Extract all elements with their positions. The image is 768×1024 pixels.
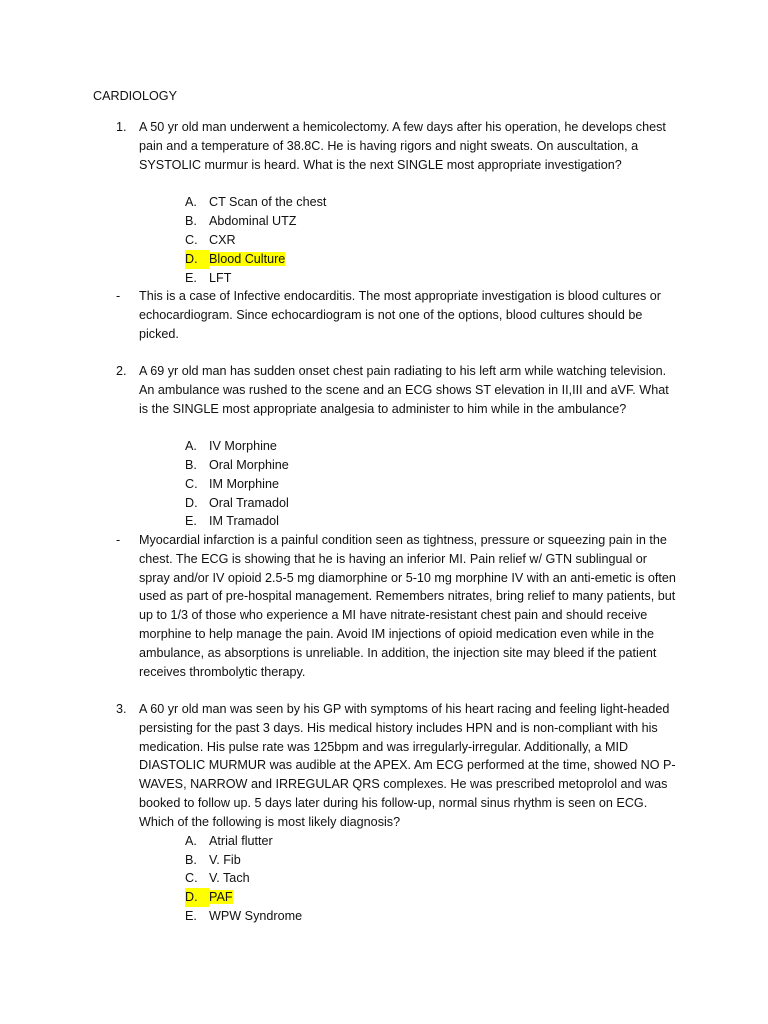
option [185,907,302,926]
option-text: CXR [209,233,236,247]
option-text: V. Fib [209,853,241,867]
option-letter: A. [185,439,197,453]
option-text: LFT [209,271,232,285]
option [185,869,250,888]
question-number: 1. [116,120,127,134]
option-letter: D. [185,496,198,510]
option-text: Abdominal UTZ [209,214,297,228]
option [185,494,289,513]
option-highlighted [185,250,285,269]
option-letter: C. [185,233,198,247]
explanation-text: This is a case of Infective endocarditis. The most appropriate investigation is blood cultures or echocardiogram. Since echocardiogram is not one of the options, blood cultures should be picked. [139,289,661,341]
option-letter: A. [185,195,197,209]
option [185,456,289,475]
option-letter: B. [185,853,197,867]
option-letter: D. [185,888,209,907]
option-text: V. Tach [209,871,250,885]
option [185,231,236,250]
explanation-text: Myocardial infarction is a painful condition seen as tightness, pressure or squeezing pain in the chest. The ECG is showing that he is having an inferior MI. Pain relief w/ GTN sublingual or spray and/or IV opioid 2.5-5 mg diamorphine or 5-10 mg morphine IV with an anti-emetic is often used as part of pre-hospital management. Remembers nitrates, bring relief to many patients, but up to 1/3 of those who experience a MI have nitrate-resistant chest pain and should receive morphine to help manage the pain. Avoid IM injections of opioid medication even while in the ambulance, as absorptions is unreliable. In addition, the injection site may bleed if the patient receives thrombolytic therapy. [139,533,676,679]
option-letter: B. [185,458,197,472]
question-number: 3. [116,702,127,716]
option-letter: E. [185,271,197,285]
option-text: Blood Culture [209,252,286,266]
option [185,437,277,456]
question-text: A 60 yr old man was seen by his GP with symptoms of his heart racing and feeling light-headed persisting for the past 3 days. His medical history includes HPN and is non-compliant with his medication. His pulse rate was 125bpm and was irregularly-irregular. Additionally, a MID DIASTOLIC MURMUR was audible at the APEX. Am ECG performed at the time, showed NO P-WAVES, NARROW and IRREGULAR QRS complexes. He was prescribed metoprolol and was booked to follow up. 5 days later during his follow-up, normal sinus rhythm is seen on ECG. Which of the following is most likely diagnosis? [139,702,676,829]
page-title: CARDIOLOGY [93,89,177,103]
option-text: CT Scan of the chest [209,195,327,209]
option-text: Oral Morphine [209,458,289,472]
option-text: IM Morphine [209,477,279,491]
option [185,512,279,531]
option-highlighted [185,888,233,907]
option-text: IM Tramadol [209,514,279,528]
option [185,832,273,851]
option-letter: E. [185,514,197,528]
question-text: A 50 yr old man underwent a hemicolectomy. A few days after his operation, he develops chest pain and a temperature of 38.8C. He is having rigors and night sweats. On auscultation, a SYSTOLIC murmur is heard. What is the next SINGLE most appropriate investigation? [139,120,666,172]
option [185,193,326,212]
option-text: IV Morphine [209,439,277,453]
option-text: WPW Syndrome [209,909,303,923]
option-text: Oral Tramadol [209,496,289,510]
option [185,269,231,288]
option-letter: E. [185,909,197,923]
option-letter: C. [185,477,198,491]
option-text: PAF [209,890,233,904]
option-letter: D. [185,250,209,269]
option-letter: C. [185,871,198,885]
option-letter: B. [185,214,197,228]
option-letter: A. [185,834,197,848]
explanation-marker: - [116,533,121,547]
option [185,851,241,870]
question-number: 2. [116,364,127,378]
explanation-marker: - [116,289,121,303]
option-text: Atrial flutter [209,834,273,848]
option [185,475,279,494]
question-text: A 69 yr old man has sudden onset chest pain radiating to his left arm while watching television. An ambulance was rushed to the scene and an ECG shows ST elevation in II,III and aVF. What is the SINGLE most appropriate analgesia to administer to him while in the ambulance? [139,364,669,416]
option [185,212,297,231]
